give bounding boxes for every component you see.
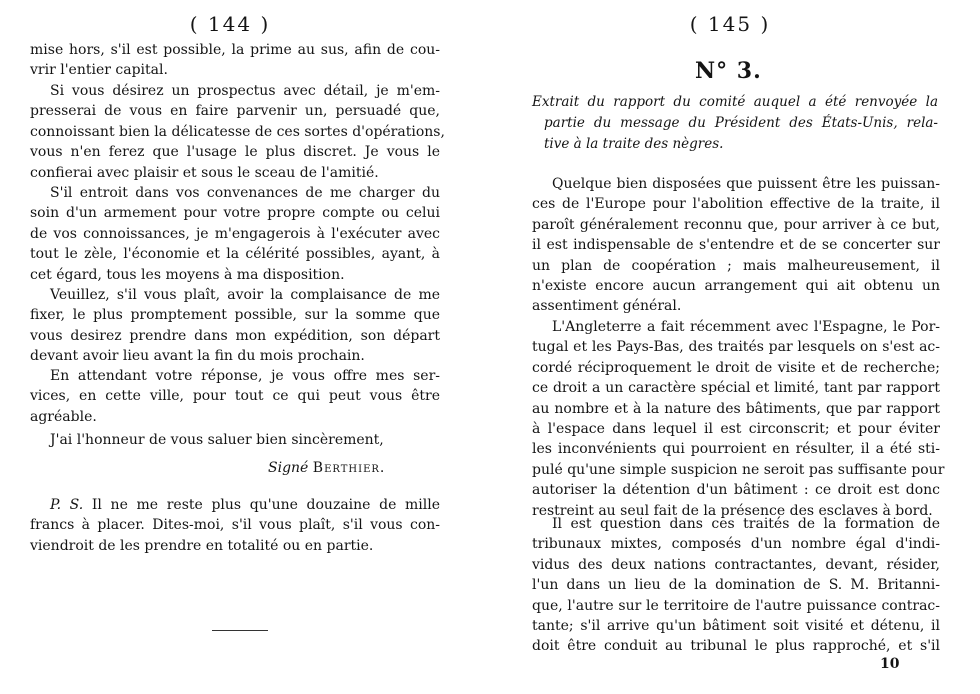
- paragraph-2: [30, 81, 445, 183]
- paragraph-6: [30, 430, 440, 450]
- page-number-144: ( 144 ): [189, 12, 271, 36]
- paragraph-3: [30, 183, 440, 285]
- text-line: tugal et les Pays-Bas, des traités par lesquels on s'est ac-: [532, 339, 940, 356]
- text-line: francs à placer. Dites-moi, s'il vous plaît, s'il vous con-: [30, 517, 440, 534]
- paragraph-2: [532, 317, 945, 521]
- text-line: fixer, le plus promptement possible, sur la somme que: [30, 307, 440, 324]
- text-line: doit être conduit au tribunal le plus rapproché, et s'il: [532, 638, 940, 655]
- text-line: connoissant bien la délicatesse de ces sortes d'opérations,: [30, 123, 445, 140]
- text-line: En attendant votre réponse, je vous offre mes ser-: [50, 368, 440, 384]
- text-line: Veuillez, s'il vous plaît, avoir la complaisance de me: [50, 287, 440, 303]
- text-line: tribunaux mixtes, composés d'un nombre égal d'indi-: [532, 536, 940, 553]
- text-line: ces de l'Europe pour l'abolition effective de la traite, il: [532, 196, 940, 213]
- text-line: tout le zèle, l'économie et la célérité possibles, ayant, à: [30, 246, 440, 263]
- text-line: pulé qu'une simple suspicion ne seroit pas suffisante pour: [532, 461, 945, 478]
- text-line: un plan de coopération ; mais malheureusement, il: [532, 257, 940, 274]
- text-line: n'existe encore aucun arrangement qui ait obtenu un: [532, 278, 940, 295]
- text-line: mise hors, s'il est possible, la prime au sus, afin de cou-: [30, 42, 440, 58]
- text-line: [30, 495, 440, 515]
- text-line: tante; s'il arrive qu'un bâtiment soit visité et détenu, il: [532, 618, 940, 635]
- paragraph-5: [30, 366, 440, 427]
- text-line: viendroit de les prendre en totalité ou en partie.: [30, 537, 374, 554]
- page-number-145: ( 145 ): [689, 12, 771, 36]
- signature-name: Berthier.: [312, 460, 386, 476]
- text-line: Extrait du rapport du comité auquel a été renvoyée la: [532, 94, 938, 110]
- extract-heading: [532, 92, 938, 155]
- text-line: tive à la traite des nègres.: [544, 136, 724, 152]
- text-line: agréable.: [30, 408, 97, 425]
- text-line: partie du message du Président des États-Unis, rela-: [544, 115, 938, 131]
- paragraph-1: [532, 174, 940, 317]
- text-line: S'il entroit dans vos convenances de me charger du: [50, 185, 440, 201]
- text-line: confierai avec plaisir et sous le sceau de l'amitié.: [30, 164, 379, 181]
- paragraph-1: [30, 40, 440, 81]
- text-line: l'un dans un lieu de la domination de S. M. Britanni-: [532, 577, 940, 594]
- text-line: vous desirez prendre dans mon expédition, son départ: [30, 327, 440, 344]
- paragraph-4: [30, 285, 440, 367]
- postscript-tag: P. S.: [50, 497, 84, 513]
- text-line: J'ai l'honneur de vous saluer bien sincèrement,: [50, 432, 384, 448]
- text-line: à l'espace dans lequel il est circonscrit; et pour éviter: [532, 421, 940, 438]
- text-line: de vos connoissances, je m'engagerois à l'exécuter avec: [30, 225, 440, 242]
- text-line: vrir l'entier capital.: [30, 62, 168, 79]
- postscript-line: Il ne me reste plus qu'une douzaine de mille: [91, 497, 440, 513]
- text-line: vous n'en ferez que l'usage le plus discret. Je vous le: [30, 144, 440, 161]
- text-line: cet égard, tous les moyens à ma disposition.: [30, 266, 345, 283]
- paragraph-3: [532, 514, 940, 657]
- signature: [268, 460, 385, 476]
- text-line: au nombre et à la nature des bâtiments, que par rapport: [532, 400, 940, 417]
- text-line: Il est question dans ces traités de la formation de: [552, 516, 940, 532]
- text-line: Quelque bien disposées que puissent être les puissan-: [552, 176, 940, 192]
- text-line: que, l'autre sur le territoire de l'autre puissance contrac-: [532, 597, 940, 614]
- document-number: N° 3.: [695, 58, 762, 84]
- signature-mark: 10: [880, 656, 900, 672]
- text-line: Si vous désirez un prospectus avec détail, je m'em-: [50, 83, 440, 99]
- text-line: autoriser la détention d'un bâtiment : ce droit est donc: [532, 482, 940, 499]
- text-line: ce droit a un caractère spécial et limité, tant par rapport: [532, 380, 940, 397]
- text-line: il est indispensable de s'entendre et de se concerter sur: [532, 237, 940, 254]
- text-line: assentiment général.: [532, 298, 682, 315]
- text-line: les inconvénients qui pourroient en résulter, il a été sti-: [532, 441, 940, 458]
- text-line: cordé réciproquement le droit de visite et de recherche;: [532, 359, 940, 376]
- text-line: soin d'un armement pour votre propre compte ou celui: [30, 205, 440, 222]
- text-line: devant avoir lieu avant la fin du mois prochain.: [30, 348, 365, 365]
- postscript: [30, 495, 440, 556]
- text-line: presserai de vous en faire parvenir un, persuadé que,: [30, 103, 440, 120]
- text-line: vices, en cette ville, pour tout ce qui peut vous être: [30, 388, 440, 405]
- end-rule: [212, 630, 268, 631]
- text-line: vidus des deux nations contractantes, devant, résider,: [532, 556, 940, 573]
- text-line: L'Angleterre a fait récemment avec l'Espagne, le Por-: [552, 319, 940, 335]
- signature-signe: Signé: [268, 460, 309, 476]
- text-line: restreint au seul fait de la présence des esclaves à bord.: [532, 502, 933, 519]
- right-page: [490, 0, 980, 694]
- text-line: paroît généralement reconnu que, pour arriver à ce but,: [532, 216, 940, 233]
